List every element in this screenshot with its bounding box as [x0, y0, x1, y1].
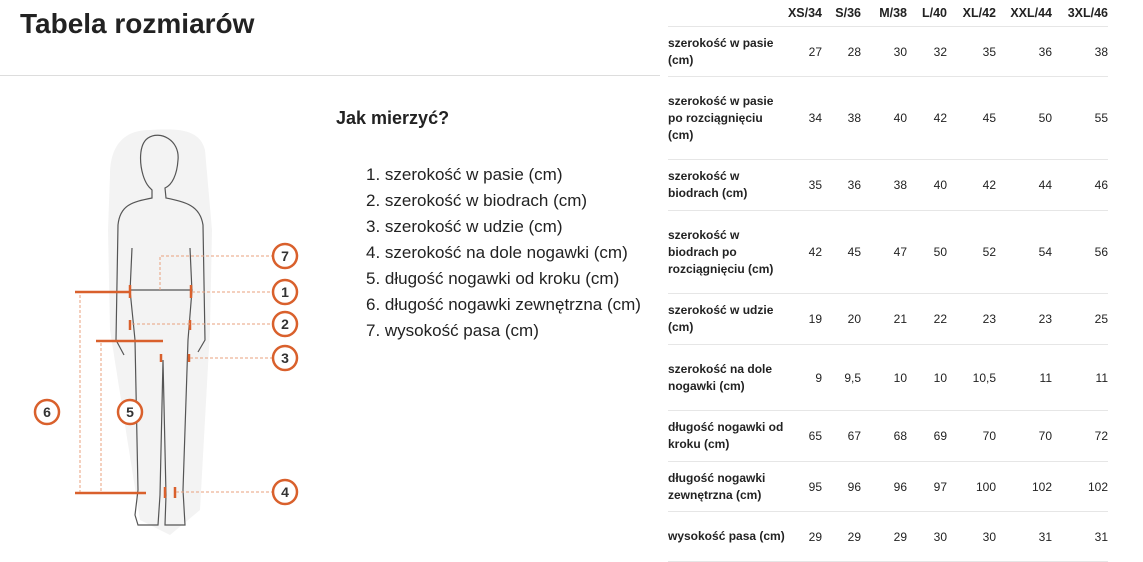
cell-value: 72 [1094, 429, 1108, 443]
cell-value: 70 [1038, 429, 1052, 443]
measurement-figure [0, 100, 320, 540]
cell-value: 50 [1038, 111, 1052, 125]
cell-value: 52 [982, 245, 996, 259]
table-row [668, 77, 1108, 160]
cell-value: 30 [982, 529, 996, 544]
cell-value: 31 [1094, 529, 1108, 544]
divider [0, 75, 660, 76]
size-header: XXL/44 [1010, 6, 1052, 20]
size-header: L/40 [921, 6, 947, 20]
page-title: Tabela rozmiarów [20, 8, 255, 39]
cell-value: 42 [933, 111, 947, 125]
cell-value: 38 [847, 111, 861, 125]
row-label: długość nogawki od kroku (cm) [668, 420, 784, 451]
cell-value: 9,5 [844, 370, 861, 385]
table-row [668, 211, 1108, 294]
how-to-measure-heading: Jak mierzyć? [336, 108, 450, 128]
cell-value: 38 [1094, 44, 1108, 59]
cell-value: 21 [893, 312, 907, 326]
cell-value: 42 [982, 178, 996, 192]
table-row [668, 462, 1108, 512]
cell-value: 95 [808, 479, 822, 494]
cell-value: 65 [808, 429, 822, 443]
cell-value: 9 [815, 370, 822, 385]
marker-7: 7 [281, 248, 289, 264]
cell-value: 56 [1094, 245, 1108, 259]
row-label: szerokość w pasie (cm) [668, 35, 774, 67]
cell-value: 40 [933, 178, 947, 192]
cell-value: 22 [933, 312, 947, 326]
cell-value: 67 [847, 429, 861, 443]
cell-value: 11 [1039, 370, 1052, 385]
marker-6: 6 [43, 404, 51, 420]
cell-value: 29 [847, 529, 861, 544]
cell-value: 50 [933, 245, 947, 259]
row-label: szerokość w pasie po rozciągnięciu (cm) [668, 93, 774, 142]
step: 7. wysokość pasa (cm) [366, 321, 539, 340]
row-label: długość nogawki zewnętrzna (cm) [668, 470, 766, 502]
cell-value: 10 [933, 370, 947, 385]
cell-value: 31 [1038, 529, 1052, 544]
size-header: 3XL/46 [1067, 6, 1108, 20]
cell-value: 34 [808, 111, 822, 125]
cell-value: 55 [1094, 111, 1108, 125]
cell-value: 19 [808, 312, 822, 326]
row-label: wysokość pasa (cm) [668, 529, 785, 543]
cell-value: 30 [933, 529, 947, 544]
table-row [668, 294, 1108, 345]
step: 3. szerokość w udzie (cm) [366, 217, 563, 236]
cell-value: 36 [1038, 44, 1052, 59]
marker-2: 2 [281, 316, 289, 332]
cell-value: 46 [1094, 178, 1108, 192]
cell-value: 11 [1095, 370, 1108, 385]
cell-value: 30 [893, 44, 907, 59]
cell-value: 54 [1038, 245, 1052, 259]
step: 1. szerokość w pasie (cm) [366, 165, 563, 184]
cell-value: 29 [893, 529, 907, 544]
cell-value: 29 [808, 529, 822, 544]
table-row [668, 27, 1108, 77]
cell-value: 38 [893, 178, 907, 192]
size-header: XL/42 [962, 6, 996, 20]
cell-value: 97 [933, 479, 947, 494]
step: 4. szerokość na dole nogawki (cm) [366, 243, 628, 262]
cell-value: 70 [982, 429, 996, 443]
cell-value: 32 [933, 44, 947, 59]
table-row [668, 345, 1108, 411]
step: 2. szerokość w biodrach (cm) [366, 191, 588, 210]
cell-value: 47 [893, 245, 907, 259]
cell-value: 102 [1031, 479, 1052, 494]
marker-1: 1 [281, 284, 289, 300]
size-header: S/36 [835, 6, 861, 20]
row-label: szerokość w biodrach (cm) [668, 169, 748, 200]
table-header [668, 0, 1108, 27]
cell-value: 96 [847, 479, 861, 494]
marker-3: 3 [281, 350, 289, 366]
cell-value: 40 [893, 111, 907, 125]
size-header: M/38 [879, 6, 907, 20]
cell-value: 23 [1038, 312, 1052, 326]
cell-value: 10,5 [972, 370, 996, 385]
cell-value: 36 [847, 178, 861, 192]
cell-value: 23 [982, 312, 996, 326]
cell-value: 20 [847, 312, 861, 326]
size-header: XS/34 [787, 6, 822, 20]
step: 6. długość nogawki zewnętrzna (cm) [366, 295, 641, 314]
cell-value: 35 [808, 178, 822, 192]
size-table [668, 0, 1108, 562]
cell-value: 42 [808, 245, 822, 259]
cell-value: 45 [982, 111, 996, 125]
cell-value: 96 [893, 479, 907, 494]
marker-5: 5 [126, 404, 134, 420]
row-label: szerokość w biodrach po rozciągnięciu (cm) [668, 227, 774, 276]
step: 5. długość nogawki od kroku (cm) [366, 269, 620, 288]
table-row [668, 160, 1108, 211]
table-row [668, 411, 1108, 462]
cell-value: 44 [1038, 178, 1052, 192]
cell-value: 27 [808, 44, 822, 59]
cell-value: 45 [847, 245, 861, 259]
measurement-steps [366, 162, 641, 344]
table-row [668, 512, 1108, 562]
cell-value: 100 [975, 479, 996, 494]
cell-value: 102 [1087, 479, 1108, 494]
row-label: szerokość w udzie (cm) [668, 303, 774, 334]
cell-value: 68 [893, 429, 907, 443]
cell-value: 35 [982, 44, 996, 59]
cell-value: 28 [847, 44, 861, 59]
row-label: szerokość na dole nogawki (cm) [668, 361, 773, 393]
cell-value: 10 [893, 370, 907, 385]
cell-value: 25 [1094, 312, 1108, 326]
cell-value: 69 [933, 429, 947, 443]
marker-4: 4 [281, 484, 289, 500]
